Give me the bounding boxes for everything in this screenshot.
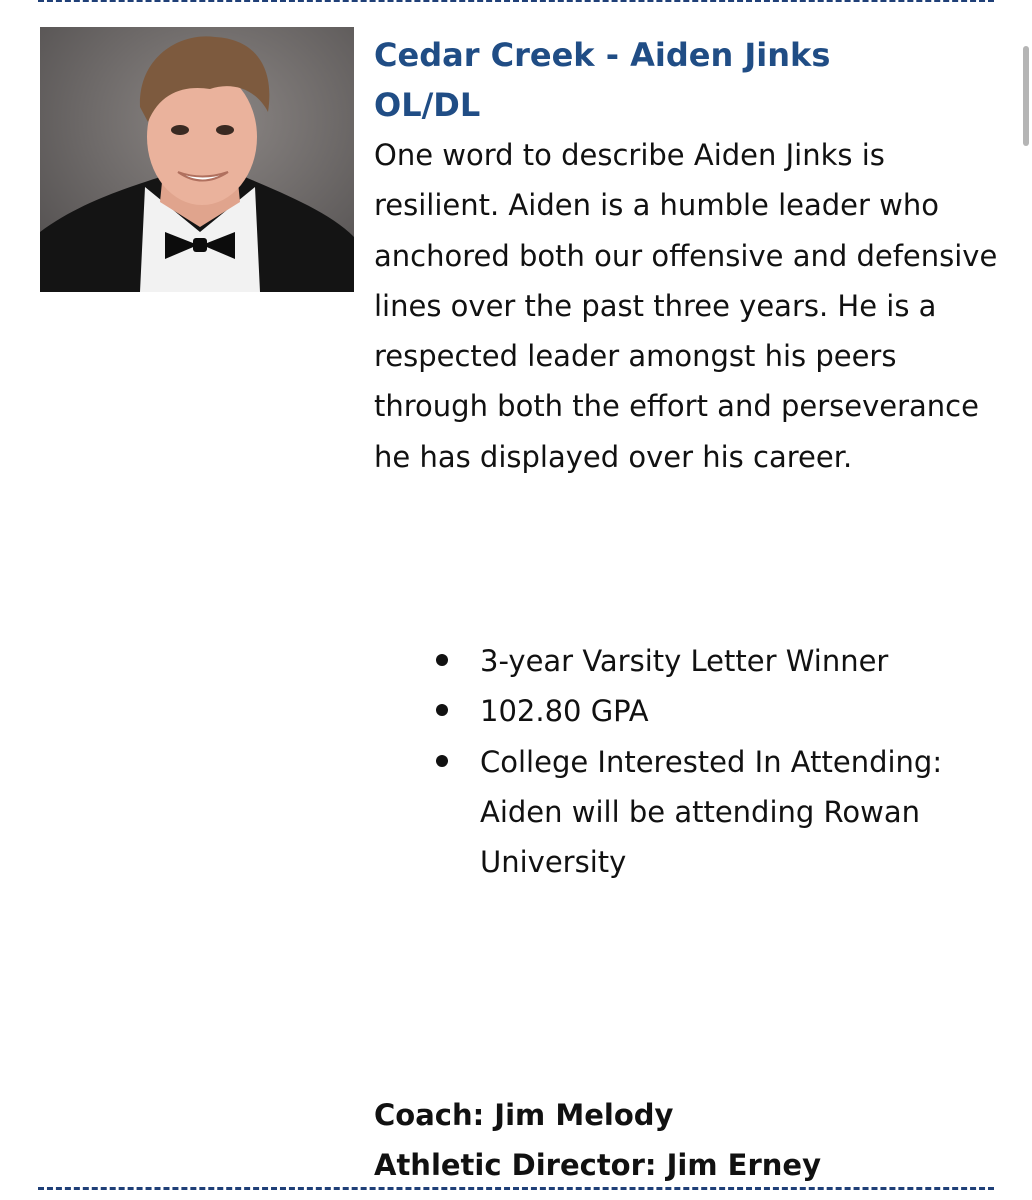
title-position: OL/DL — [374, 86, 481, 124]
list-item — [374, 737, 984, 888]
staff-info — [374, 1090, 994, 1190]
list-item — [374, 686, 984, 736]
scrollbar[interactable] — [1023, 46, 1029, 146]
profile-title — [374, 30, 1004, 130]
profile-content — [374, 30, 1004, 880]
player-photo — [40, 27, 354, 292]
athletic-director-line: Athletic Director: Jim Erney — [374, 1148, 821, 1182]
bullet-icon — [436, 755, 448, 767]
highlight-text: 3-year Varsity Letter Winner — [480, 644, 889, 678]
top-dashed-divider — [38, 0, 994, 2]
bullet-icon — [436, 654, 448, 666]
bullet-icon — [436, 704, 448, 716]
highlight-text: College Interested In Attending: Aiden will be attending Rowan University — [480, 744, 943, 880]
title-school-name: Cedar Creek - Aiden Jinks — [374, 36, 831, 74]
coach-line: Coach: Jim Melody — [374, 1098, 674, 1132]
highlight-text: 102.80 GPA — [480, 694, 649, 729]
highlights-list — [374, 636, 984, 887]
player-bio: One word to describe Aiden Jinks is resilient. Aiden is a humble leader who anchored both our offensive and defensive lines over the past three years. He is a respected leader amongst his peers through both the effort and perseverance he has displayed over his career. — [374, 138, 998, 474]
list-item — [374, 636, 984, 686]
bottom-dashed-divider — [38, 1187, 994, 1190]
